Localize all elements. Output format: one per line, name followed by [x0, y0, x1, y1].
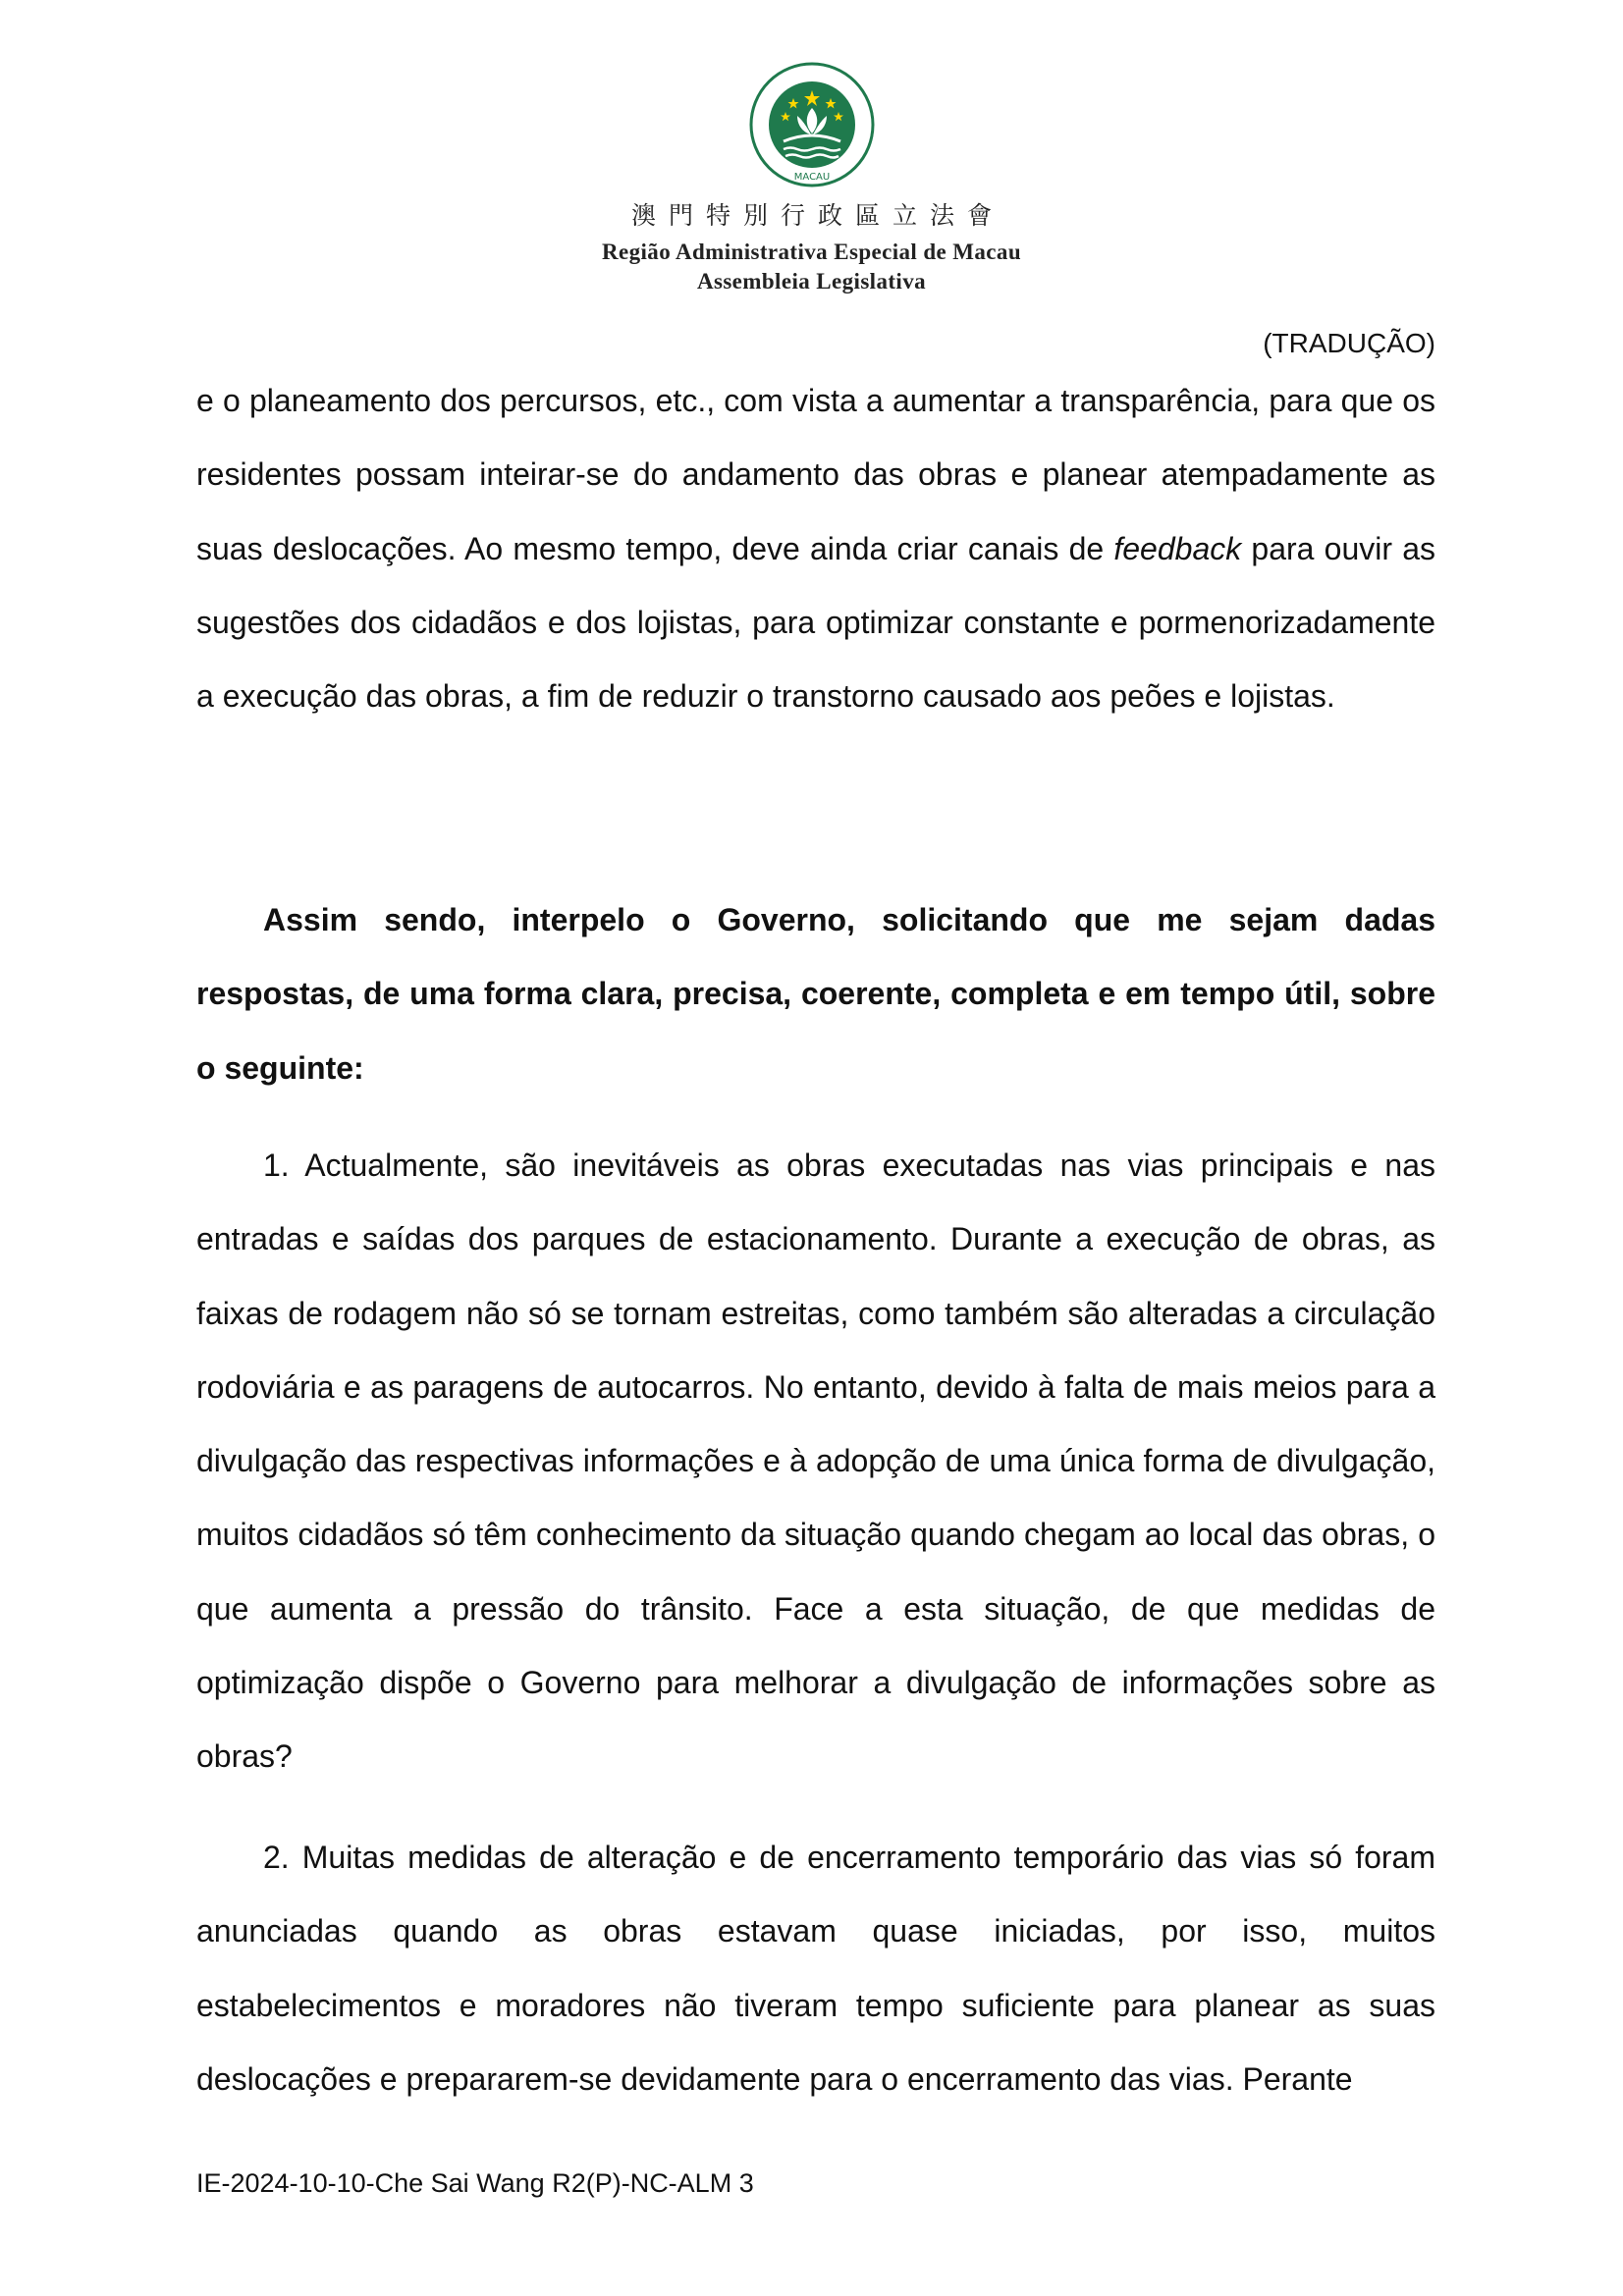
emblem-label: MACAU: [793, 172, 830, 183]
chinese-title: 澳門特別行政區立法會: [630, 201, 1004, 230]
question-1: 1. Actualmente, são inevitáveis as obras executadas nas vias principais e nas entradas e saídas dos parques de estacionamento. Durante a execução de obras, as faixas de rodagem não só se tornam estreitas, como também são alteradas a circulação rodoviária e as paragens de autocarros. No entanto, devido à falta de mais meios para a divulgação das respectivas informações e à adopção de uma única forma de divulgação, muitos cidadãos só têm conhecimento da situação quando chegam ao local das obras, o que aumenta a pressão do trânsito. Face a esta situação, de que medidas de optimização dispõe o Governo para melhorar a divulgação de informações sobre as obras?: [196, 1148, 1435, 1775]
italic-term: feedback: [1113, 530, 1242, 566]
request-paragraph: Assim sendo, interpelo o Governo, solicitando que me sejam dadas respostas, de uma forma clara, precisa, coerente, completa e em tempo útil, sobre o seguinte:: [196, 902, 1435, 1086]
translation-marker: (TRADUÇÃO): [1263, 328, 1435, 358]
paragraph-text: para ouvir as sugestões dos cidadãos e dos lojistas, para optimizar constante e pormenorizadamente a execução das obras, a fim de reduzir o transtorno causado aos peões e lojistas.: [196, 530, 1435, 715]
macau-emblem-icon: [748, 61, 876, 188]
question-2: 2. Muitas medidas de alteração e de encerramento temporário das vias só foram anunciadas quando as obras estavam quase iniciadas, por isso, muitos estabelecimentos e moradores não tiveram tempo suficiente para planear as suas deslocações e prepararem-se devidamente para o encerramento das vias. Perante: [196, 1840, 1435, 2097]
region-title: Região Administrativa Especial de Macau: [601, 240, 1022, 264]
paragraph-text: e o planeamento dos percursos, etc., com vista a aumentar a transparência, para que os residentes possam inteirar-se do andamento das obras e planear atempadamente as suas deslocações. Ao mesmo tempo, deve ainda criar canais de: [196, 383, 1435, 566]
page-footer: IE-2024-10-10-Che Sai Wang R2(P)-NC-ALM 3: [196, 2168, 754, 2198]
paragraph-continuation: [196, 364, 1435, 733]
assembly-title: Assembleia Legislativa: [696, 269, 927, 294]
letterhead: [0, 61, 1623, 296]
